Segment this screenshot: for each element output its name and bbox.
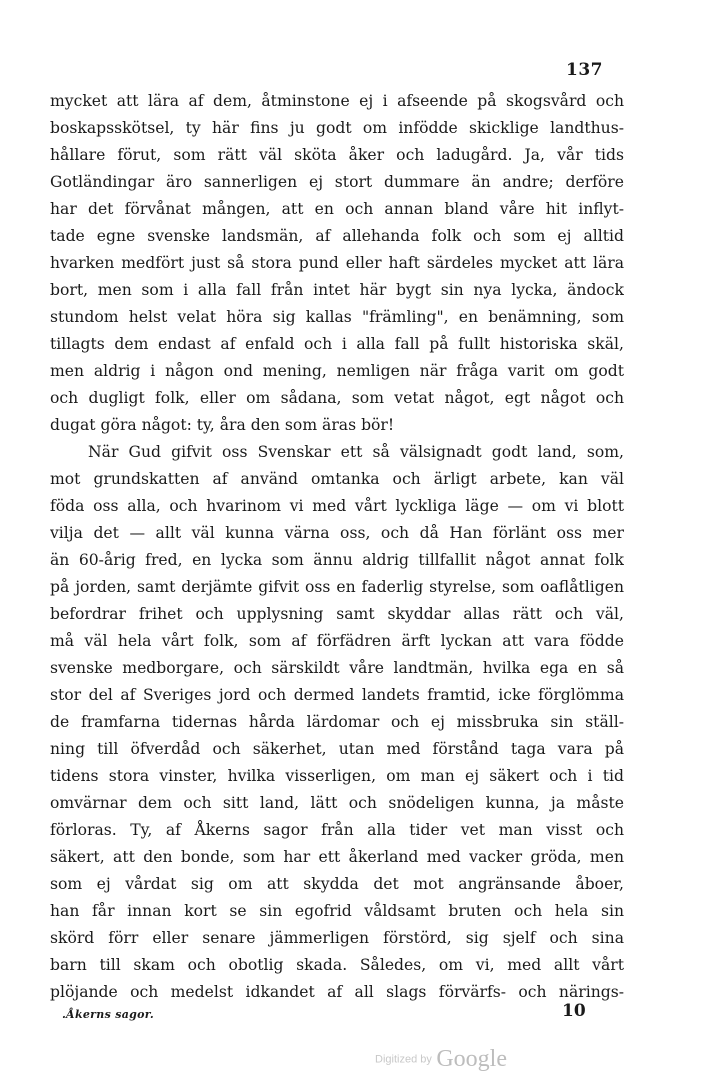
google-logo-text: Google: [436, 1046, 507, 1072]
text-line: tidens stora vinster, hvilka visserligen, om man ej säkert och i tid: [50, 767, 624, 785]
text-line: på jorden, samt derjämte gifvit oss en faderlig styrelse, som oaflåtligen: [50, 578, 624, 596]
text-line: skörd förr eller senare jämmerligen förstörd, sig sjelf och sina: [50, 929, 624, 947]
text-line: föda oss alla, och hvarinom vi med vårt lyckliga läge — om vi blott: [50, 497, 624, 515]
text-line: tade egne svenske landsmän, af allehanda folk och som ej alltid: [50, 227, 624, 245]
text-line: hållare förut, som rätt väl sköta åker och ladugård. Ja, vår tids: [50, 146, 624, 164]
footer-signature: .Åkerns sagor.: [62, 1008, 154, 1021]
text-line: stundom helst velat höra sig kallas "främling", en benämning, som: [50, 308, 624, 326]
text-line: dugat göra något: ty, åra den som äras bör!: [50, 416, 395, 434]
text-line: tillagts dem endast af enfald och i alla fall på fullt historiska skäl,: [50, 335, 624, 353]
text-line: säkert, att den bonde, som har ett åkerland med vacker gröda, men: [50, 848, 624, 866]
footer-sheet-number: 10: [562, 1001, 586, 1021]
text-line: må väl hela vårt folk, som af förfädren ärft lyckan att vara födde: [50, 632, 624, 650]
text-line: de framfarna tidernas hårda lärdomar och ej missbruka sin ställ-: [50, 713, 624, 731]
paragraph-2: [50, 439, 624, 1006]
text-line: och dugligt folk, eller om sådana, som vetat något, egt något och: [50, 389, 624, 407]
text-line: han får innan kort se sin egofrid våldsamt bruten och hela sin: [50, 902, 624, 920]
text-line: plöjande och medelst idkandet af all slags förvärfs- och närings-: [50, 983, 624, 1001]
text-line: När Gud gifvit oss Svenskar ett så välsignadt godt land, som,: [88, 443, 624, 461]
text-line: mycket att lära af dem, åtminstone ej i afseende på skogsvård och: [50, 92, 624, 110]
text-line: stor del af Sveriges jord och dermed landets framtid, icke förglömma: [50, 686, 624, 704]
text-line: svenske medborgare, och särskildt våre landtmän, hvilka ega en så: [50, 659, 624, 677]
paragraph-1: [50, 88, 624, 439]
text-line: bort, men som i alla fall från intet här bygt sin nya lycka, ändock: [50, 281, 624, 299]
text-line: Gotländingar äro sannerligen ej stort dummare än andre; derföre: [50, 173, 624, 191]
digitized-watermark: [375, 1046, 507, 1073]
watermark-prefix: Digitized by: [375, 1053, 432, 1066]
text-line: boskapsskötsel, ty här fins ju godt om infödde skicklige landthus-: [50, 119, 624, 137]
text-line: befordrar frihet och upplysning samt skyddar allas rätt och väl,: [50, 605, 624, 623]
body-text: [50, 88, 624, 1006]
text-line: omvärnar dem och sitt land, lätt och snödeligen kunna, ja måste: [50, 794, 624, 812]
text-line: mot grundskatten af använd omtanka och ärligt arbete, kan väl: [50, 470, 624, 488]
text-line: än 60-årig fred, en lycka som ännu aldrig tillfallit något annat folk: [50, 551, 624, 569]
text-line: barn till skam och obotlig skada. Således, om vi, med allt vårt: [50, 956, 624, 974]
text-line: ning till öfverdåd och säkerhet, utan med förstånd taga vara på: [50, 740, 624, 758]
text-line: vilja det — allt väl kunna värna oss, och då Han förlänt oss mer: [50, 524, 624, 542]
text-line: hvarken medfört just så stora pund eller haft särdeles mycket att lära: [50, 254, 624, 272]
text-line: förloras. Ty, af Åkerns sagor från alla tider vet man visst och: [50, 821, 624, 839]
text-line: som ej vårdat sig om att skydda det mot angränsande åboer,: [50, 875, 624, 893]
page-number: 137: [566, 60, 603, 80]
text-line: har det förvånat mången, att en och annan bland våre hit inflyt-: [50, 200, 624, 218]
text-line: men aldrig i någon ond mening, nemligen när fråga varit om godt: [50, 362, 624, 380]
